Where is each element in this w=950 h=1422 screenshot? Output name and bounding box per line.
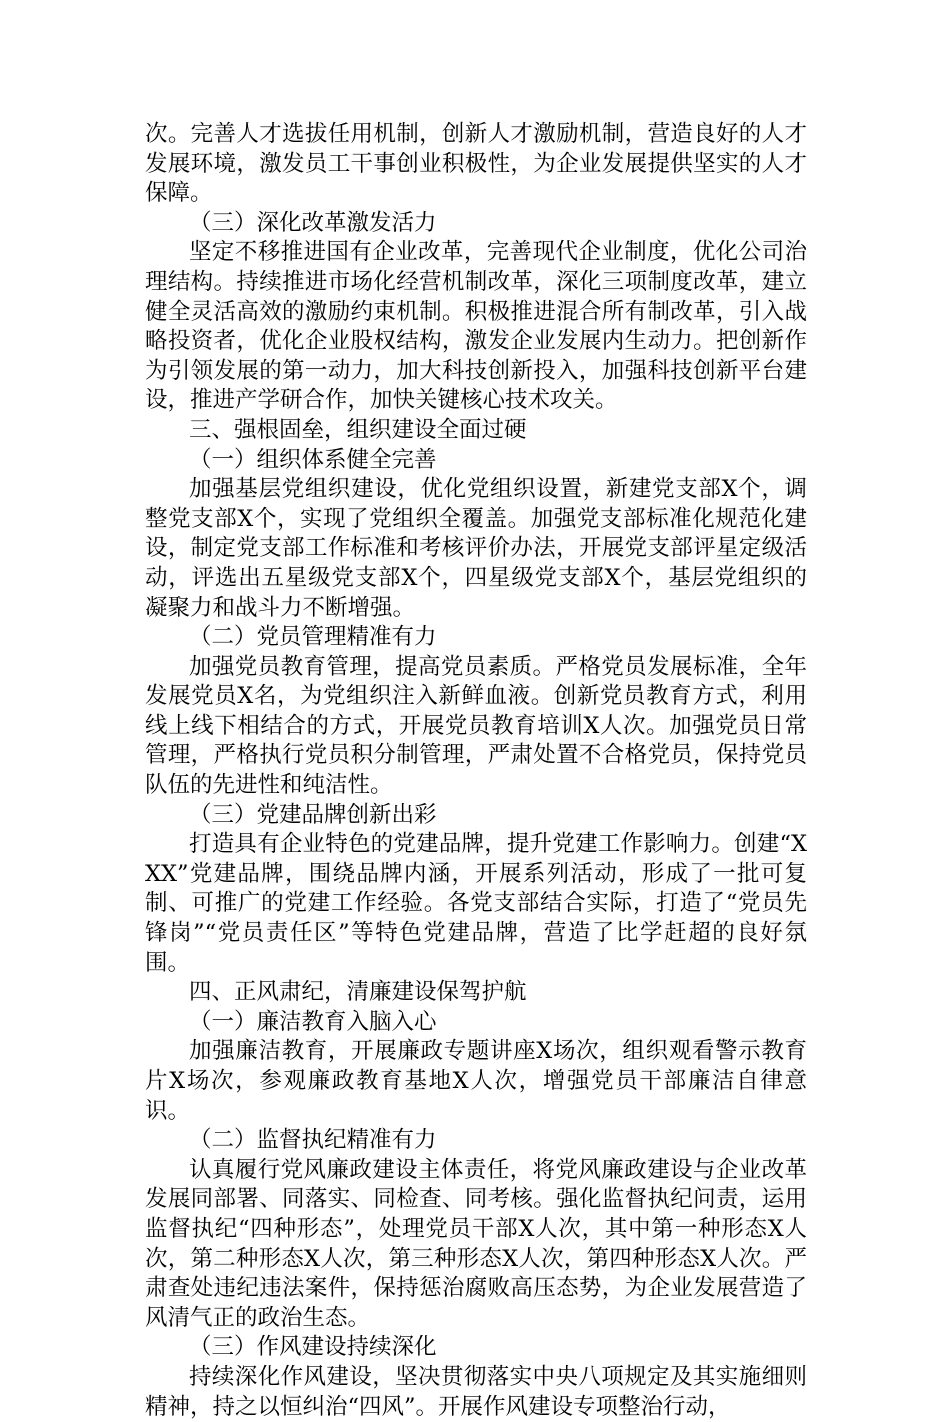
document-body: [145, 120, 807, 1422]
paragraph-member-management: 加强党员教育管理，提高党员素质。严格党员发展标准，全年发展党员X名，为党组织注入新鲜血液。创新党员教育方式，利用线上线下相结合的方式，开展党员教育培训X人次。加强党员日常管理，严格执行党员积分制管理，严肃处置不合格党员，保持党员队伍的先进性和纯洁性。: [145, 653, 807, 799]
paragraph-supervision: 认真履行党风廉政建设主体责任，将党风廉政建设与企业改革发展同部署、同落实、同检查、同考核。强化监督执纪问责，运用监督执纪“四种形态”，处理党员干部X人次，其中第一种形态X人次，第二种形态X人次，第三种形态X人次，第四种形态X人次。严肃查处违纪违法案件，保持惩治腐败高压态势，为企业发展营造了风清气正的政治生态。: [145, 1156, 807, 1331]
section-heading-integrity: 四、正风肃纪，清廉建设保驾护航: [189, 979, 527, 1006]
subheading-work-style: （三）作风建设持续深化: [189, 1334, 437, 1361]
section-heading-organization: 三、强根固垒，组织建设全面过硬: [189, 416, 527, 443]
paragraph-work-style: 持续深化作风建设，坚决贯彻落实中央八项规定及其实施细则精神，持之以恒纠治“四风”。开展作风建设专项整治行动，: [145, 1363, 807, 1420]
subheading-organization-system: （一）组织体系健全完善: [189, 446, 437, 473]
paragraph-party-brand: 打造具有企业特色的党建品牌，提升党建工作影响力。创建“XXX”党建品牌，围绕品牌内涵，开展系列活动，形成了一批可复制、可推广的党建工作经验。各党支部结合实际，打造了“党员先锋岗”“党员责任区”等特色党建品牌，营造了比学赶超的良好氛围。: [145, 831, 807, 976]
paragraph-reform: 坚定不移推进国有企业改革，完善现代企业制度，优化公司治理结构。持续推进市场化经营机制改革，深化三项制度改革，建立健全灵活高效的激励约束机制。积极推进混合所有制改革，引入战略投资者，优化企业股权结构，激发企业发展内生动力。把创新作为引领发展的第一动力，加大科技创新投入，加强科技创新平台建设，推进产学研合作，加快关键核心技术攻关。: [145, 239, 807, 414]
paragraph-integrity-education: 加强廉洁教育，开展廉政专题讲座X场次，组织观看警示教育片X场次，参观廉政教育基地X人次，增强党员干部廉洁自律意识。: [145, 1038, 807, 1124]
subheading-supervision: （二）监督执纪精准有力: [189, 1127, 437, 1154]
subheading-deepen-reform: （三）深化改革激发活力: [189, 209, 437, 236]
subheading-party-brand: （三）党建品牌创新出彩: [189, 801, 437, 828]
paragraph-organization-system: 加强基层党组织建设，优化党组织设置，新建党支部X个，调整党支部X个，实现了党组织全覆盖。加强党支部标准化规范化建设，制定党支部工作标准和考核评价办法，开展党支部评星定级活动，评选出五星级党支部X个，四星级党支部X个，基层党组织的凝聚力和战斗力不断增强。: [145, 476, 807, 621]
subheading-member-management: （二）党员管理精准有力: [189, 624, 437, 651]
paragraph-talent: 次。完善人才选拔任用机制，创新人才激励机制，营造良好的人才发展环境，激发员工干事创业积极性，为企业发展提供坚实的人才保障。: [145, 121, 807, 207]
subheading-integrity-education: （一）廉洁教育入脑入心: [189, 1008, 437, 1035]
